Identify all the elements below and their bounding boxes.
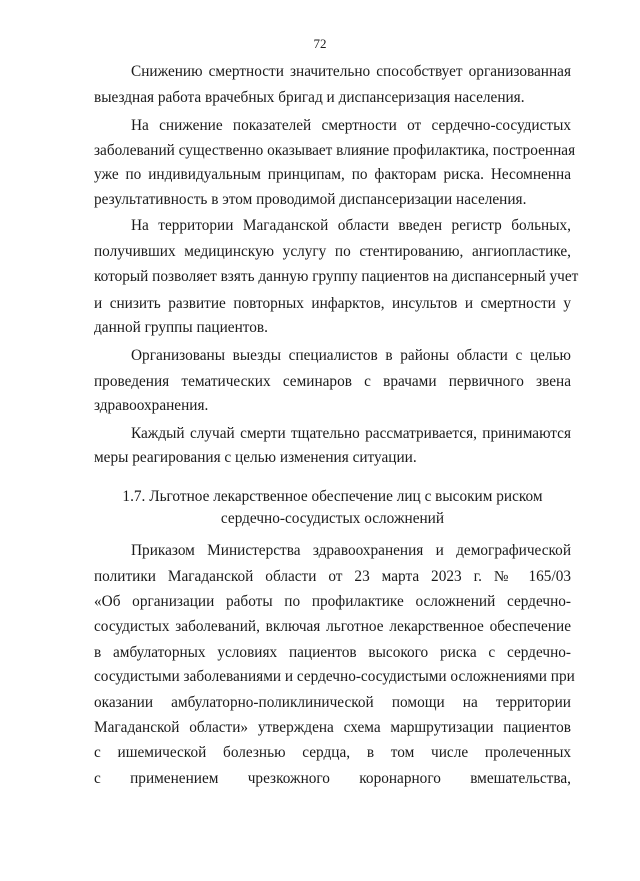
paragraph-4-line-1: Организованы выезды специалистов в районы области с целью bbox=[131, 347, 571, 364]
order-paragraph-line-5: в амбулаторных условиях пациентов высокого риска с сердечно- bbox=[94, 644, 571, 661]
paragraph-3-line-1: На территории Магаданской области введен регистр больных, bbox=[131, 217, 571, 234]
order-paragraph-line-7: оказании амбулаторно-поликлинической помощи на территории bbox=[94, 694, 571, 711]
paragraph-5-line-1: Каждый случай смерти тщательно рассматривается, принимаются bbox=[131, 425, 571, 442]
paragraph-3-line-2: получивших медицинскую услугу по стентированию, ангиопластике, bbox=[94, 243, 571, 260]
order-paragraph-line-8: Магаданской области» утверждена схема маршрутизации пациентов bbox=[94, 719, 571, 736]
order-paragraph-line-10: с применением чрезкожного коронарного вмешательства, bbox=[94, 770, 571, 787]
paragraph-5-line-2: меры реагирования с целью изменения ситуации. bbox=[94, 449, 417, 466]
paragraph-1-line-2: выездная работа врачебных бригад и диспансеризация населения. bbox=[94, 89, 525, 106]
order-paragraph-line-2: политики Магаданской области от 23 марта 2023 г. № 165/03 bbox=[94, 568, 571, 585]
paragraph-2-line-4: результативность в этом проводимой диспансеризации населения. bbox=[94, 191, 527, 208]
order-paragraph-line-1: Приказом Министерства здравоохранения и демографической bbox=[131, 542, 571, 559]
paragraph-3-line-5: данной группы пациентов. bbox=[94, 319, 268, 336]
order-paragraph-line-9: с ишемической болезнью сердца, в том числе пролеченных bbox=[94, 744, 571, 761]
paragraph-2-line-2: заболеваний существенно оказывает влияние профилактика, построенная bbox=[94, 142, 576, 159]
section-heading-line-1: 1.7. Льготное лекарственное обеспечение лиц с высоким риском bbox=[122, 488, 543, 505]
paragraph-3-line-3: который позволяет взять данную группу пациентов на диспансерный учет bbox=[94, 268, 579, 285]
order-paragraph-line-3: «Об организации работы по профилактике осложнений сердечно- bbox=[94, 593, 571, 610]
paragraph-4-line-2: проведения тематических семинаров с врачами первичного звена bbox=[94, 373, 571, 390]
paragraph-4-line-3: здравоохранения. bbox=[94, 397, 209, 414]
order-paragraph-line-4: сосудистых заболеваний, включая льготное лекарственное обеспечение bbox=[94, 618, 571, 635]
section-heading-line-2: сердечно-сосудистых осложнений bbox=[220, 510, 445, 527]
order-paragraph-line-6: сосудистыми заболеваниями и сердечно-сосудистыми осложнениями при bbox=[94, 668, 575, 685]
paragraph-1-line-1: Снижению смертности значительно способствует организованная bbox=[131, 63, 571, 80]
paragraph-2-line-3: уже по индивидуальным принципам, по факторам риска. Несомненна bbox=[94, 166, 571, 183]
paragraph-2-line-1: На снижение показателей смертности от сердечно-сосудистых bbox=[131, 117, 571, 134]
page-number: 72 bbox=[313, 36, 327, 51]
paragraph-3-line-4: и снизить развитие повторных инфарктов, инсультов и смертности у bbox=[94, 295, 571, 312]
